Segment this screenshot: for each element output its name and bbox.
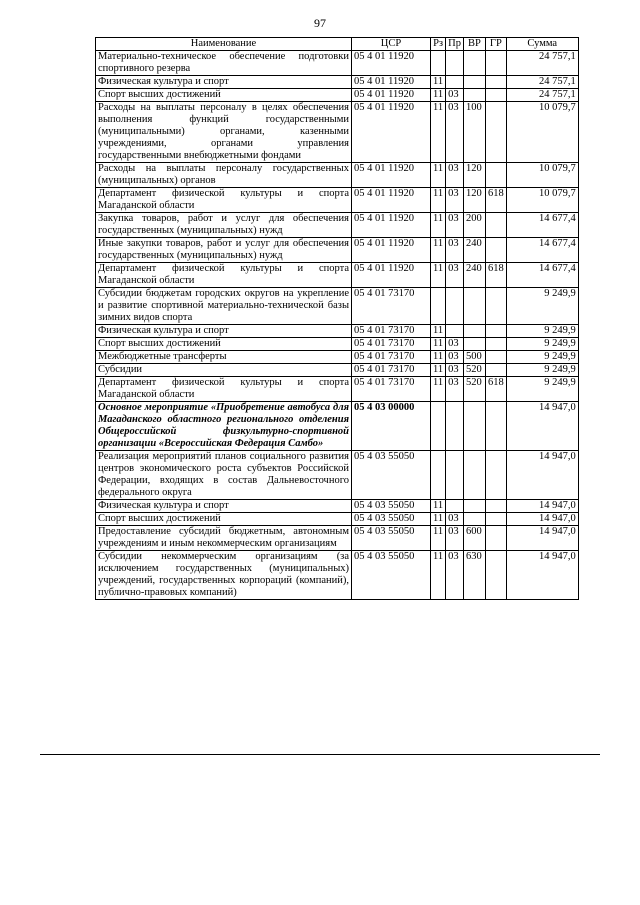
cell-gr: 618 — [485, 263, 506, 288]
cell-rz: 11 — [431, 551, 446, 600]
cell-name: Иные закупки товаров, работ и услуг для обеспечения государственных (муниципальных) нужд — [96, 238, 352, 263]
table-row — [96, 102, 579, 163]
cell-rz: 11 — [431, 377, 446, 402]
cell-sum: 24 757,1 — [506, 51, 578, 76]
cell-csr: 05 4 01 73170 — [352, 338, 431, 351]
cell-pr — [446, 288, 464, 325]
cell-sum: 9 249,9 — [506, 325, 578, 338]
table-row — [96, 76, 579, 89]
cell-csr: 05 4 01 11920 — [352, 102, 431, 163]
cell-vr: 200 — [463, 213, 485, 238]
cell-pr — [446, 402, 464, 451]
cell-rz — [431, 288, 446, 325]
cell-rz: 11 — [431, 89, 446, 102]
header-csr: ЦСР — [352, 38, 431, 51]
cell-vr — [463, 402, 485, 451]
page-number: 97 — [314, 16, 326, 30]
cell-pr: 03 — [446, 263, 464, 288]
cell-sum: 14 947,0 — [506, 513, 578, 526]
cell-name: Физическая культура и спорт — [96, 76, 352, 89]
table-row — [96, 263, 579, 288]
table-row — [96, 402, 579, 451]
cell-pr — [446, 451, 464, 500]
table-row — [96, 451, 579, 500]
cell-rz: 11 — [431, 76, 446, 89]
cell-csr: 05 4 01 73170 — [352, 377, 431, 402]
table-row — [96, 213, 579, 238]
header-pr: Пр — [446, 38, 464, 51]
cell-rz: 11 — [431, 338, 446, 351]
cell-vr: 630 — [463, 551, 485, 600]
cell-csr: 05 4 03 55050 — [352, 551, 431, 600]
budget-table — [95, 37, 579, 600]
table-row — [96, 551, 579, 600]
cell-gr — [485, 451, 506, 500]
cell-name: Основное мероприятие «Приобретение автобуса для Магаданского областного регионального отделения Общероссийской физкультурно-спортивной организации «Всероссийская Федерация Самбо» — [96, 402, 352, 451]
cell-csr: 05 4 03 55050 — [352, 500, 431, 513]
table-row — [96, 89, 579, 102]
cell-vr — [463, 500, 485, 513]
cell-name: Реализация мероприятий планов социального развития центров экономического роста субъектов Российской Федерации, входящих в состав Дальневосточного федерального округа — [96, 451, 352, 500]
cell-sum: 9 249,9 — [506, 351, 578, 364]
cell-name: Субсидии некоммерческим организациям (за исключением государственных (муниципальных) учреждений, государственных корпораций (компаний), публично-правовых компаний) — [96, 551, 352, 600]
cell-vr: 240 — [463, 263, 485, 288]
cell-vr — [463, 451, 485, 500]
cell-csr: 05 4 01 11920 — [352, 89, 431, 102]
cell-pr: 03 — [446, 526, 464, 551]
cell-sum: 14 947,0 — [506, 500, 578, 513]
cell-csr: 05 4 01 11920 — [352, 51, 431, 76]
cell-csr: 05 4 01 11920 — [352, 263, 431, 288]
cell-pr: 03 — [446, 338, 464, 351]
cell-rz: 11 — [431, 325, 446, 338]
cell-csr: 05 4 01 73170 — [352, 351, 431, 364]
cell-gr — [485, 551, 506, 600]
cell-name: Расходы на выплаты персоналу в целях обеспечения выполнения функций государственными (муниципальными) органами, казенными учреждениями, органами управления государственными внебюджетными фондами — [96, 102, 352, 163]
table-row — [96, 364, 579, 377]
cell-vr — [463, 325, 485, 338]
cell-rz: 11 — [431, 238, 446, 263]
cell-pr — [446, 51, 464, 76]
cell-vr: 500 — [463, 351, 485, 364]
table-row — [96, 51, 579, 76]
cell-vr: 120 — [463, 163, 485, 188]
cell-vr: 520 — [463, 377, 485, 402]
cell-gr — [485, 351, 506, 364]
cell-name: Закупка товаров, работ и услуг для обеспечения государственных (муниципальных) нужд — [96, 213, 352, 238]
cell-pr — [446, 76, 464, 89]
cell-csr: 05 4 01 11920 — [352, 163, 431, 188]
table-row — [96, 513, 579, 526]
cell-sum: 14 677,4 — [506, 213, 578, 238]
cell-pr: 03 — [446, 351, 464, 364]
cell-sum: 24 757,1 — [506, 89, 578, 102]
table-header-row — [96, 38, 579, 51]
cell-vr — [463, 51, 485, 76]
header-rz: Рз — [431, 38, 446, 51]
cell-name: Физическая культура и спорт — [96, 325, 352, 338]
cell-gr — [485, 338, 506, 351]
table-row — [96, 288, 579, 325]
cell-vr: 120 — [463, 188, 485, 213]
cell-pr: 03 — [446, 551, 464, 600]
table-row — [96, 377, 579, 402]
cell-vr — [463, 76, 485, 89]
cell-pr — [446, 500, 464, 513]
cell-gr — [485, 238, 506, 263]
cell-gr — [485, 325, 506, 338]
cell-sum: 9 249,9 — [506, 364, 578, 377]
cell-rz: 11 — [431, 526, 446, 551]
cell-csr: 05 4 03 00000 — [352, 402, 431, 451]
cell-vr: 600 — [463, 526, 485, 551]
cell-gr: 618 — [485, 188, 506, 213]
cell-gr: 618 — [485, 377, 506, 402]
cell-vr: 520 — [463, 364, 485, 377]
cell-gr — [485, 213, 506, 238]
cell-vr: 100 — [463, 102, 485, 163]
cell-sum: 9 249,9 — [506, 338, 578, 351]
cell-gr — [485, 76, 506, 89]
cell-vr — [463, 89, 485, 102]
cell-rz: 11 — [431, 102, 446, 163]
cell-name: Предоставление субсидий бюджетным, автономным учреждениям и иным некоммерческим организациям — [96, 526, 352, 551]
cell-name: Спорт высших достижений — [96, 89, 352, 102]
header-vr: ВР — [463, 38, 485, 51]
cell-name: Межбюджетные трансферты — [96, 351, 352, 364]
cell-csr: 05 4 01 73170 — [352, 364, 431, 377]
cell-rz: 11 — [431, 213, 446, 238]
cell-sum: 10 079,7 — [506, 188, 578, 213]
cell-csr: 05 4 03 55050 — [352, 526, 431, 551]
header-sum: Сумма — [506, 38, 578, 51]
cell-csr: 05 4 01 11920 — [352, 188, 431, 213]
cell-sum: 14 677,4 — [506, 238, 578, 263]
cell-rz: 11 — [431, 188, 446, 213]
footer-divider — [40, 754, 600, 755]
cell-gr — [485, 51, 506, 76]
cell-name: Расходы на выплаты персоналу государственных (муниципальных) органов — [96, 163, 352, 188]
cell-vr: 240 — [463, 238, 485, 263]
cell-rz: 11 — [431, 513, 446, 526]
cell-csr: 05 4 01 11920 — [352, 238, 431, 263]
cell-pr: 03 — [446, 213, 464, 238]
table-row — [96, 526, 579, 551]
cell-pr: 03 — [446, 513, 464, 526]
cell-csr: 05 4 03 55050 — [352, 513, 431, 526]
cell-gr — [485, 513, 506, 526]
table-row — [96, 325, 579, 338]
header-name: Наименование — [96, 38, 352, 51]
cell-name: Департамент физической культуры и спорта Магаданской области — [96, 188, 352, 213]
cell-pr: 03 — [446, 238, 464, 263]
header-gr: ГР — [485, 38, 506, 51]
cell-rz: 11 — [431, 500, 446, 513]
cell-vr — [463, 338, 485, 351]
cell-pr: 03 — [446, 89, 464, 102]
cell-vr — [463, 288, 485, 325]
cell-rz — [431, 451, 446, 500]
table-row — [96, 338, 579, 351]
cell-rz: 11 — [431, 163, 446, 188]
cell-csr: 05 4 03 55050 — [352, 451, 431, 500]
cell-name: Субсидии — [96, 364, 352, 377]
cell-name: Департамент физической культуры и спорта Магаданской области — [96, 377, 352, 402]
cell-sum: 9 249,9 — [506, 288, 578, 325]
cell-gr — [485, 89, 506, 102]
cell-sum: 14 947,0 — [506, 451, 578, 500]
cell-gr — [485, 500, 506, 513]
cell-pr: 03 — [446, 102, 464, 163]
cell-gr — [485, 163, 506, 188]
table-body — [96, 51, 579, 600]
cell-gr — [485, 364, 506, 377]
cell-csr: 05 4 01 73170 — [352, 325, 431, 338]
cell-gr — [485, 102, 506, 163]
cell-gr — [485, 288, 506, 325]
cell-name: Департамент физической культуры и спорта Магаданской области — [96, 263, 352, 288]
table-row — [96, 500, 579, 513]
cell-name: Спорт высших достижений — [96, 338, 352, 351]
cell-name: Физическая культура и спорт — [96, 500, 352, 513]
table-row — [96, 163, 579, 188]
cell-gr — [485, 402, 506, 451]
cell-sum: 14 947,0 — [506, 526, 578, 551]
cell-name: Материально-техническое обеспечение подготовки спортивного резерва — [96, 51, 352, 76]
cell-rz: 11 — [431, 364, 446, 377]
cell-pr: 03 — [446, 188, 464, 213]
cell-csr: 05 4 01 73170 — [352, 288, 431, 325]
cell-pr: 03 — [446, 364, 464, 377]
cell-csr: 05 4 01 11920 — [352, 76, 431, 89]
cell-rz — [431, 51, 446, 76]
cell-pr: 03 — [446, 377, 464, 402]
cell-name: Спорт высших достижений — [96, 513, 352, 526]
cell-rz — [431, 402, 446, 451]
cell-pr — [446, 325, 464, 338]
cell-sum: 9 249,9 — [506, 377, 578, 402]
cell-sum: 24 757,1 — [506, 76, 578, 89]
cell-rz: 11 — [431, 351, 446, 364]
cell-sum: 10 079,7 — [506, 163, 578, 188]
cell-name: Субсидии бюджетам городских округов на укрепление и развитие спортивной материально-технической базы зимних видов спорта — [96, 288, 352, 325]
cell-pr: 03 — [446, 163, 464, 188]
cell-sum: 10 079,7 — [506, 102, 578, 163]
table-row — [96, 351, 579, 364]
cell-vr — [463, 513, 485, 526]
cell-sum: 14 947,0 — [506, 402, 578, 451]
cell-rz: 11 — [431, 263, 446, 288]
cell-sum: 14 947,0 — [506, 551, 578, 600]
cell-gr — [485, 526, 506, 551]
cell-sum: 14 677,4 — [506, 263, 578, 288]
table-row — [96, 238, 579, 263]
cell-csr: 05 4 01 11920 — [352, 213, 431, 238]
table-row — [96, 188, 579, 213]
